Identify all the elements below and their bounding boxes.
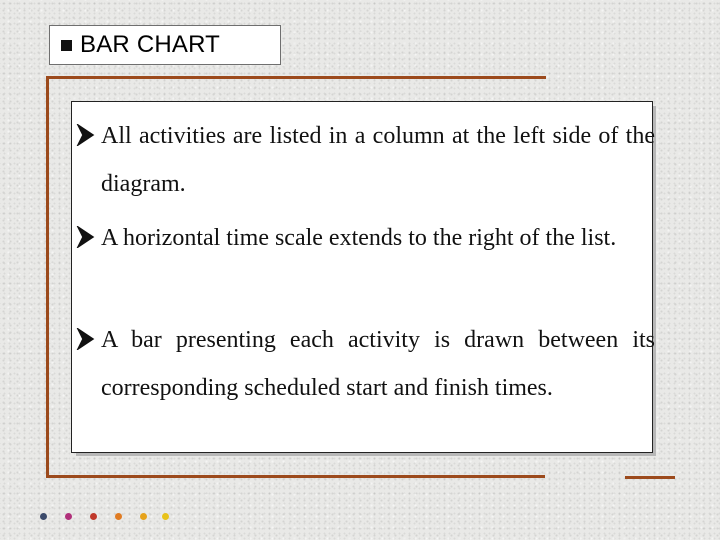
- slide-title: BAR CHART: [80, 31, 221, 58]
- dot-icon: [115, 513, 122, 520]
- bullet-point: [75, 214, 655, 262]
- arrow-bullet-icon: [75, 328, 95, 350]
- bullet-point: [75, 316, 655, 412]
- dot-icon: [90, 513, 97, 520]
- bullet-text: A bar presenting each activity is drawn between its corresponding scheduled start and finish times.: [101, 327, 655, 401]
- bullet-text: A horizontal time scale extends to the right of the list.: [101, 225, 617, 251]
- dot-icon: [65, 513, 72, 520]
- dot-icon: [162, 513, 169, 520]
- bullet-text: All activities are listed in a column at the left side of the diagram.: [101, 123, 655, 197]
- accent-rule-bottom: [49, 475, 545, 478]
- arrow-bullet-icon: [75, 226, 95, 248]
- slide-title-box: [49, 25, 281, 65]
- accent-rule-bottom-right: [625, 476, 675, 479]
- dot-icon: [140, 513, 147, 520]
- dot-icon: [40, 513, 47, 520]
- accent-rule-top: [49, 76, 546, 79]
- arrow-bullet-icon: [75, 124, 95, 146]
- square-bullet-icon: [61, 40, 72, 51]
- bullet-point: [75, 112, 655, 208]
- accent-rule-left: [46, 76, 49, 478]
